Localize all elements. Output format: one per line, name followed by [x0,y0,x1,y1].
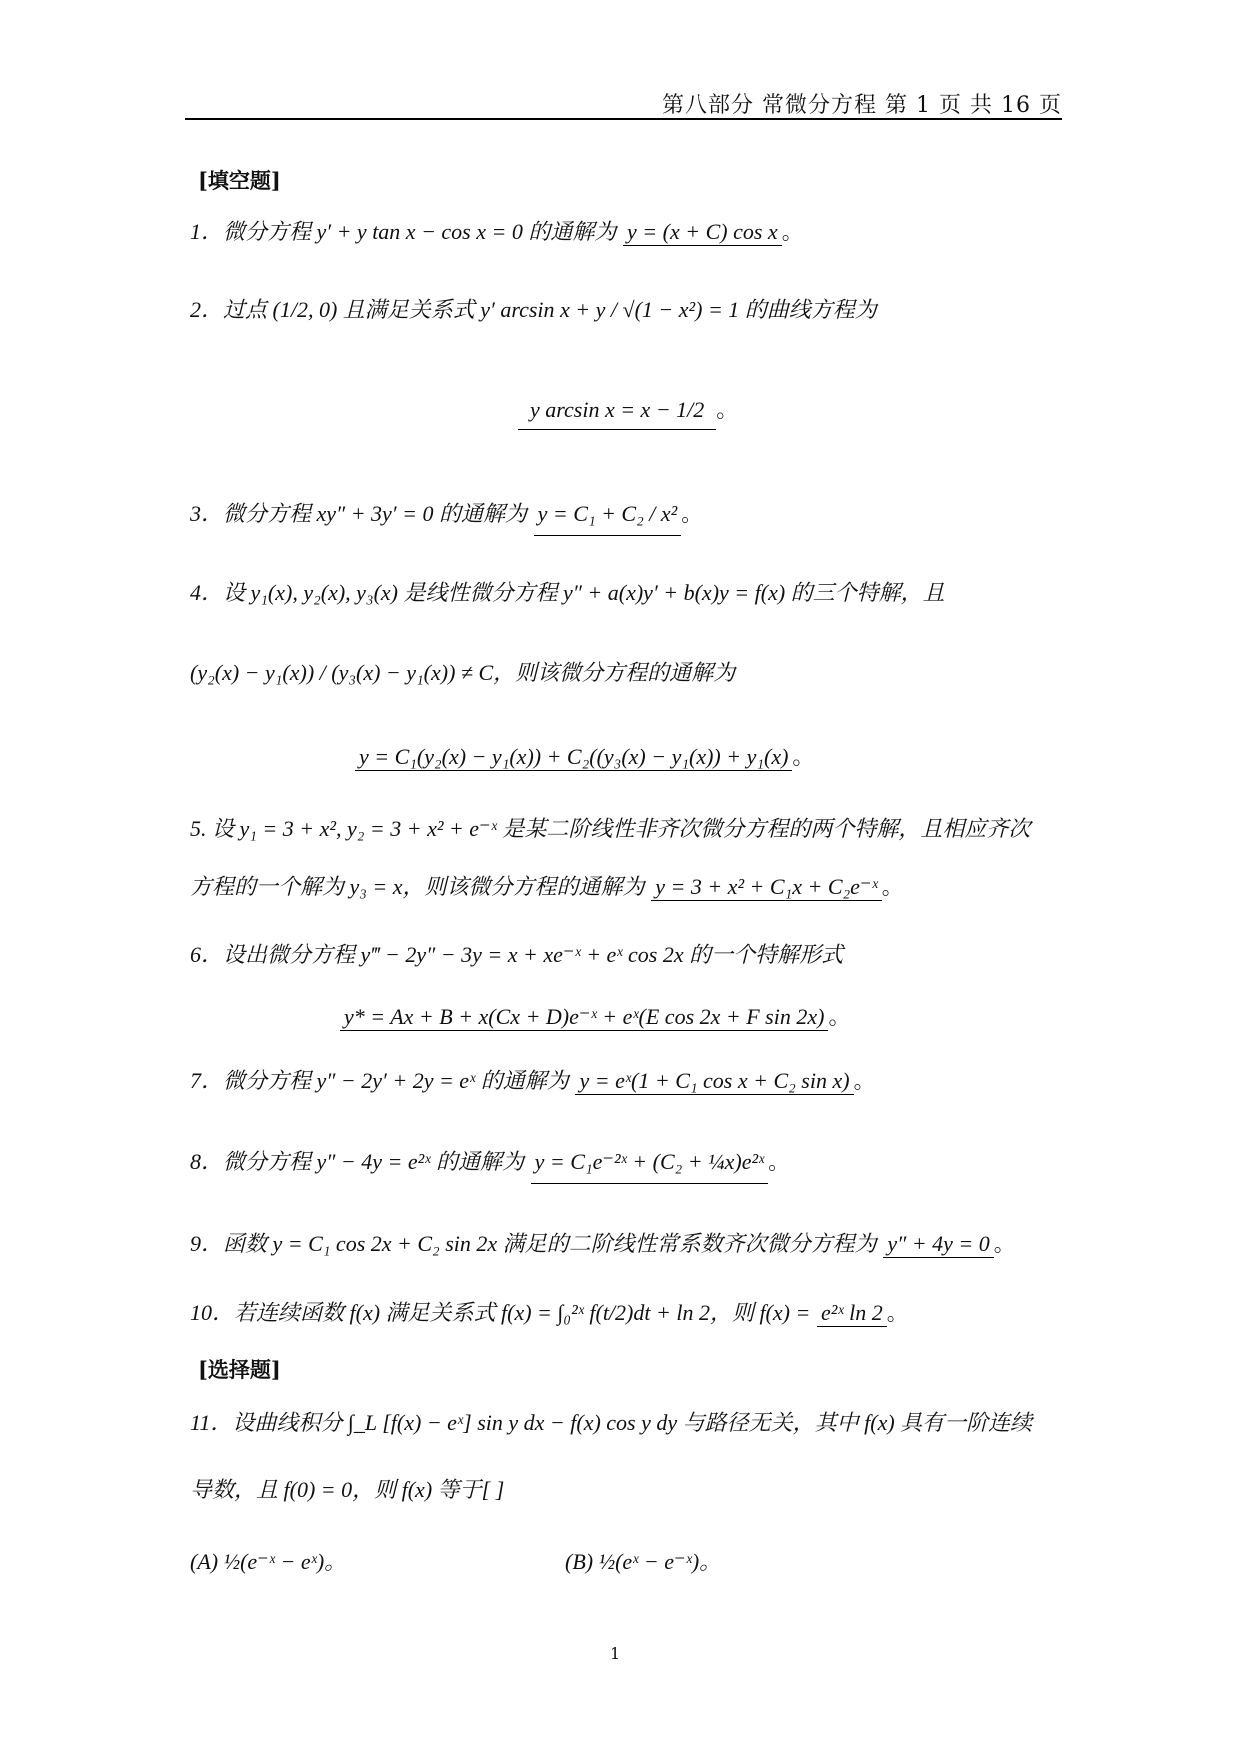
q8-answer: y = C₁e⁻²ˣ + (C₂ + ¼x)e²ˣ [531,1149,769,1184]
q5-text2: 方程的一个解为 y₃ = x，则该微分方程的通解为 [190,874,645,899]
question-11 [190,1406,1032,1437]
q7-tail: 。 [853,1069,875,1093]
question-4 [190,576,945,607]
q4-text: 4．设 y₁(x), y₂(x), y₃(x) 是线性微分方程 y″ + a(x)y′ + b(x)y = f(x) 的三个特解，且 [190,580,945,605]
q11-option-b-text: (B) ½(eˣ − e⁻ˣ)。 [565,1549,722,1574]
page-number: 1 [610,1644,621,1663]
q11-option-a-text: (A) ½(e⁻ˣ − eˣ)。 [190,1549,347,1574]
q8-tail: 。 [768,1150,790,1174]
q5-text: 5. 设 y₁ = 3 + x², y₂ = 3 + x² + e⁻ˣ 是某二阶线性非齐次微分方程的两个特解，且相应齐次 [190,816,1031,841]
q4-condition [190,656,735,687]
q9-tail: 。 [993,1232,1015,1256]
q4-answer-line [355,740,814,771]
q8-text: 8．微分方程 y″ − 4y = e²ˣ 的通解为 [190,1149,524,1174]
q4-cond-text: (y₂(x) − y₁(x)) / (y₃(x) − y₁(x)) ≠ C，则该微分方程的通解为 [190,660,736,685]
q3-text: 3．微分方程 xy″ + 3y′ = 0 的通解为 [190,501,527,526]
section-choice: [选择题] [198,1357,281,1382]
q10-tail: 。 [886,1301,908,1325]
q6-answer: y* = Ax + B + x(Cx + D)e⁻ˣ + eˣ(E cos 2x + F sin 2x) [340,1004,828,1031]
question-6 [190,938,843,969]
q2-text: 2．过点 (1/2, 0) 且满足关系式 y′ arcsin x + y / √(1 − x²) = 1 的曲线方程为 [190,297,877,322]
q1-text: 1．微分方程 y′ + y tan x − cos x = 0 的通解为 [190,219,617,244]
q6-tail: 。 [828,1005,851,1030]
question-9 [190,1227,1015,1258]
q2-tail: 。 [716,398,739,423]
q9-text: 9．函数 y = C₁ cos 2x + C₂ sin 2x 满足的二阶线性常系数齐次微分方程为 [190,1231,877,1256]
q1-answer: y = (x + C) cos x [623,219,782,246]
q7-answer: y = eˣ(1 + C₁ cos x + C₂ sin x) [575,1068,853,1095]
q9-answer: y″ + 4y = 0 [883,1231,993,1258]
q11-text: 11．设曲线积分 ∫_L [f(x) − eˣ] sin y dx − f(x) cos y dy 与路径无关，其中 f(x) 具有一阶连续 [190,1410,1033,1435]
q11-option-a [190,1545,346,1576]
question-3 [190,497,702,536]
q6-answer-line [340,1000,850,1031]
q5-line2 [190,870,903,901]
question-7 [190,1064,875,1095]
q11-option-b [565,1545,721,1576]
question-5 [190,812,1030,843]
q5-tail: 。 [881,875,903,899]
question-2 [190,293,877,324]
q7-text: 7．微分方程 y″ − 2y′ + 2y = eˣ 的通解为 [190,1068,569,1093]
question-10 [190,1296,908,1327]
q5-answer: y = 3 + x² + C₁x + C₂e⁻ˣ [651,874,882,901]
q3-tail: 。 [681,502,703,526]
question-8 [190,1145,789,1184]
q2-answer-line [518,393,738,430]
section-fill-blank: [填空题] [198,168,281,193]
q2-answer: y arcsin x = x − 1/2 [518,397,716,430]
q3-answer: y = C₁ + C₂ / x² [534,501,682,536]
q10-text: 10．若连续函数 f(x) 满足关系式 f(x) = ∫₀²ˣ f(t/2)dt + ln 2，则 f(x) = [190,1300,811,1325]
question-1 [190,215,803,246]
q6-text: 6．设出微分方程 y‴ − 2y″ − 3y = x + xe⁻ˣ + eˣ cos 2x 的一个特解形式 [190,942,844,967]
page-header: 第八部分 常微分方程 第 1 页 共 16 页 [185,88,1062,120]
q11-line2 [190,1473,504,1504]
q4-answer: y = C₁(y₂(x) − y₁(x)) + C₂((y₃(x) − y₁(x)) + y₁(x) [355,744,792,771]
q1-tail: 。 [781,220,803,244]
q4-tail: 。 [792,745,815,770]
q10-answer: e²ˣ ln 2 [817,1300,887,1327]
q11-text2: 导数，且 f(0) = 0，则 f(x) 等于[ ] [190,1477,505,1502]
